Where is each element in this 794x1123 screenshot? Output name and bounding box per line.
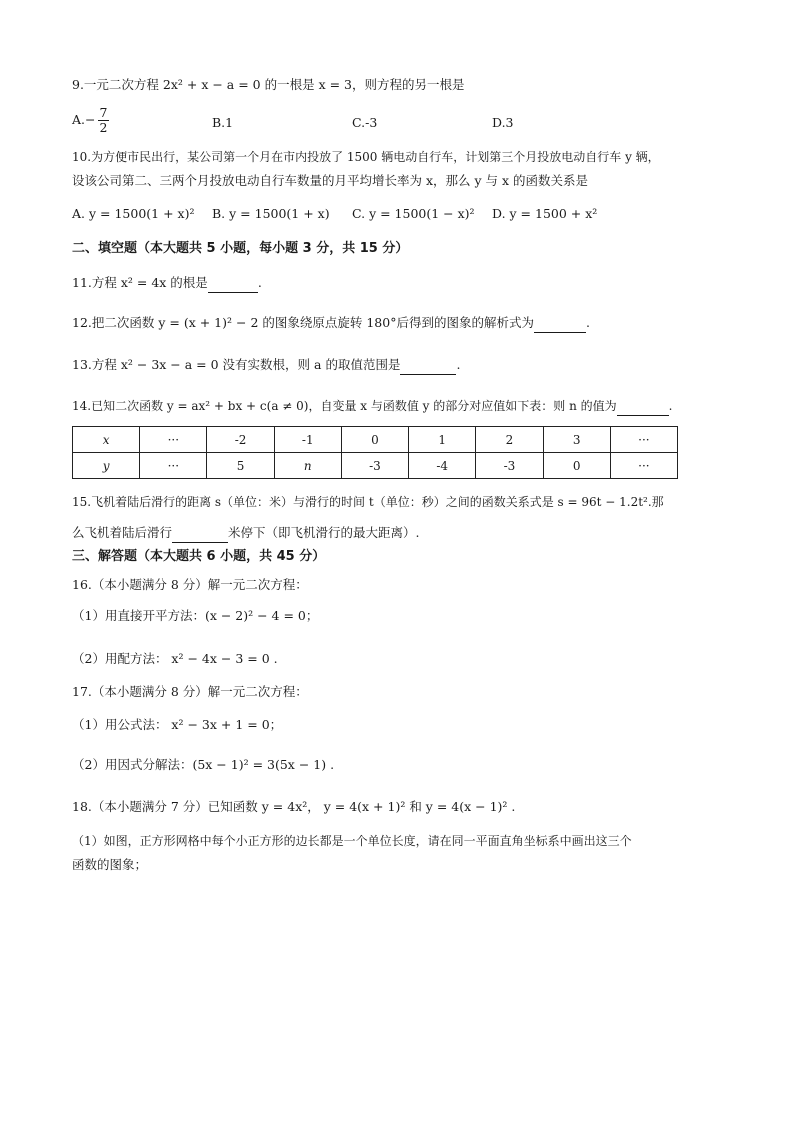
q10-line2: 设该公司第二、三两个月投放电动自行车数量的月平均增长率为 x，那么 y 与 x 的函数关系是 [72,173,589,188]
q10-option-a: A. y = 1500(1 + x)² [72,206,195,221]
table-cell: -3 [341,453,408,479]
q16-part1: （1）用直接开平方法：(x − 2)² − 4 = 0； [72,608,319,623]
q11-period: . [257,275,262,290]
q14 [72,397,672,416]
q9-stem: 9.一元二次方程 2x² + x − a = 0 的一根是 x = 3，则方程的另一根是 [72,77,465,92]
q12-text: 12.把二次函数 y = (x + 1)² − 2 的图象绕原点旋转 180°后得到的图象的解析式为 [72,315,534,330]
table-cell: -2 [207,427,274,453]
table-cell: ··· [140,453,207,479]
q9-option-a-denominator: 2 [99,120,108,135]
q11-text: 11.方程 x² = 4x 的根是 [72,275,208,290]
q9-option-a [72,106,111,135]
table-row-y [73,453,678,479]
q12-period: . [585,315,590,330]
q9-option-d: D.3 [492,115,514,130]
q9-option-a-prefix: A. [72,112,86,127]
q15-line1: 15.飞机着陆后滑行的距离 s（单位：米）与滑行的时间 t（单位：秒）之间的函数关系式是 s = 96t − 1.2t².那 [72,495,664,509]
q18-part1-line1: （1）如图，正方形网格中每个小正方形的边长都是一个单位长度，请在同一平面直角坐标系中画出这三个 [72,834,632,848]
table-cell: 0 [543,453,610,479]
q11-answer-blank [208,274,258,293]
q9-option-a-fraction [98,106,110,135]
q9-option-b: B.1 [212,115,234,130]
q12-answer-blank [534,314,586,333]
table-cell: 5 [207,453,274,479]
q17-part2: （2）用因式分解法：(5x − 1)² = 3(5x − 1) . [72,757,335,772]
q15-answer-blank [172,524,228,543]
table-cell: -1 [274,427,341,453]
q9-option-c: C.-3 [352,115,378,130]
q15-line2-rest: 米停下（即飞机滑行的最大距离）. [228,525,420,540]
q9-option-a-numerator: 7 [99,105,108,120]
q17-stem: 17.（本小题满分 8 分）解一元二次方程： [72,684,308,699]
q17-part1: （1）用公式法： x² − 3x + 1 = 0； [72,717,283,732]
table-cell: y [73,453,140,479]
q15-line2-text: 么飞机着陆后滑行 [72,525,173,540]
q9-option-a-sign: − [85,112,96,127]
table-cell: ··· [140,427,207,453]
table-cell: 2 [476,427,543,453]
table-cell: -4 [409,453,476,479]
q11 [72,274,262,293]
q10-option-b: B. y = 1500(1 + x) [212,206,330,221]
table-cell: ··· [610,453,677,479]
table-cell: -3 [476,453,543,479]
q15-line2 [72,524,420,543]
q10-option-d: D. y = 1500 + x² [492,206,598,221]
table-cell: x [73,427,140,453]
q16-stem: 16.（本小题满分 8 分）解一元二次方程： [72,577,308,592]
q16-part2: （2）用配方法： x² − 4x − 3 = 0 . [72,651,278,666]
q13 [72,356,460,375]
table-cell: 1 [409,427,476,453]
table-cell: n [274,453,341,479]
table-cell: 3 [543,427,610,453]
q14-period: . [668,399,673,413]
table-cell: 0 [341,427,408,453]
q13-period: . [456,357,461,372]
q12 [72,314,590,333]
section-3-heading: 三、解答题（本大题共 6 小题，共 45 分） [72,549,326,564]
q18-stem: 18.（本小题满分 7 分）已知函数 y = 4x²， y = 4(x + 1)² 和 y = 4(x − 1)² . [72,799,516,814]
q14-text: 14.已知二次函数 y = ax² + bx + c(a ≠ 0)，自变量 x 与函数值 y 的部分对应值如下表：则 n 的值为 [72,399,617,413]
q13-text: 13.方程 x² − 3x − a = 0 没有实数根，则 a 的取值范围是 [72,357,401,372]
table-cell: ··· [610,427,677,453]
q14-value-table [72,426,678,479]
q10-line1: 10.为方便市民出行，某公司第一个月在市内投放了 1500 辆电动自行车，计划第三个月投放电动自行车 y 辆， [72,150,660,164]
q14-answer-blank [617,397,669,416]
q10-option-c: C. y = 1500(1 − x)² [352,206,475,221]
section-2-heading: 二、填空题（本大题共 5 小题，每小题 3 分，共 15 分） [72,241,409,256]
q13-answer-blank [400,356,456,375]
table-row-x [73,427,678,453]
q18-part1-line2: 函数的图象； [72,857,148,872]
